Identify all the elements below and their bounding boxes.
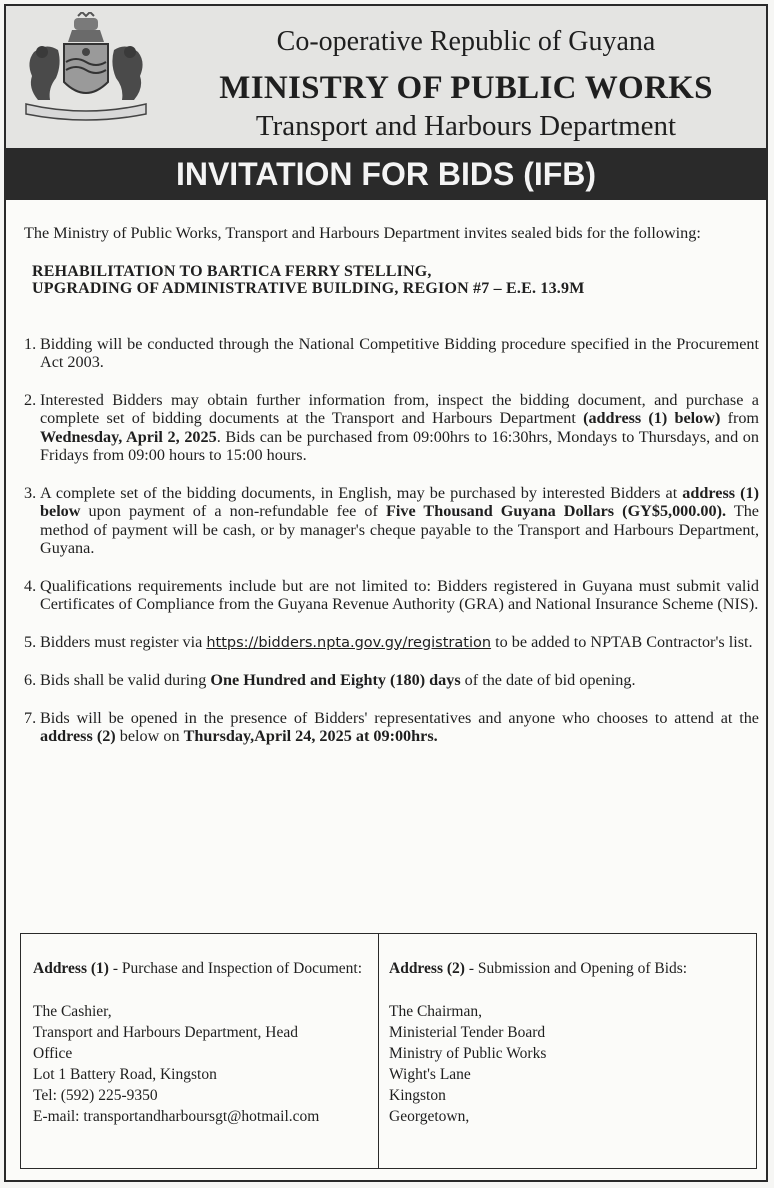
address-line: The Chairman, — [389, 1003, 482, 1020]
item-text: Bids shall be valid during — [40, 671, 207, 689]
item-text: The method of payment will be cash, or by manager's cheque payable to the Transport and Harbours Department, Guyana. — [40, 502, 759, 557]
item-text: Interested Bidders may obtain further information from, inspect the bidding document, and purchase a complete set of bidding documents at the Transport and Harbours Department — [40, 390, 759, 427]
address-line: Office — [33, 1045, 73, 1062]
item-text: below on — [119, 727, 180, 745]
item-text: Qualifications requirements include but are not limited to: Bidders registered in Guyana must submit valid Certificates of Compliance from the Guyana Revenue Authority (GRA) and National Insurance Scheme (NIS). — [40, 576, 759, 613]
department-name: Transport and Harbours Department — [255, 110, 677, 142]
ministry-name: MINISTRY OF PUBLIC WORKS — [219, 70, 713, 106]
item-text: to be added to NPTAB Contractor's list. — [495, 632, 753, 651]
item-text: from — [727, 409, 760, 427]
address-2 — [389, 958, 749, 1127]
list-item — [24, 671, 759, 690]
item-number: 3. — [24, 483, 37, 502]
validity-period: One Hundred and Eighty (180) days — [210, 671, 461, 689]
address-line: Kingston — [389, 1087, 446, 1104]
email-address: E-mail: transportandharboursgt@hotmail.com — [33, 1108, 320, 1125]
project-title-line: UPGRADING OF ADMINISTRATIVE BUILDING, REGION #7 – E.E. 13.9M — [32, 279, 585, 297]
address-table — [20, 933, 757, 1169]
address-line: Transport and Harbours Department, Head — [33, 1024, 299, 1041]
column-divider — [378, 934, 379, 1168]
address-line: The Cashier, — [33, 1003, 112, 1020]
address-line: Wight's Lane — [389, 1066, 471, 1083]
bid-opening-date: Thursday,April 24, 2025 at 09:00hrs. — [183, 727, 438, 745]
address-reference: address (1) below — [40, 483, 759, 520]
list-item — [24, 391, 759, 465]
ifb-body — [24, 224, 759, 765]
country-name: Co-operative Republic of Guyana — [276, 26, 656, 57]
address-2-description: - Submission and Opening of Bids: — [468, 960, 688, 977]
item-text: upon payment of a non-refundable fee of — [88, 502, 378, 520]
address-2-lines — [389, 1001, 749, 1127]
registration-link[interactable]: https://bidders.npta.gov.gy/registration — [206, 634, 492, 651]
bid-fee: Five Thousand Guyana Dollars (GY$5,000.00). — [385, 502, 727, 520]
address-1-heading — [33, 958, 373, 979]
ifb-clauses — [24, 335, 759, 746]
address-2-label: Address (2) — [389, 960, 465, 977]
address-line: Ministry of Public Works — [389, 1045, 547, 1062]
project-title-line: REHABILITATION TO BARTICA FERRY STELLING, — [32, 262, 432, 280]
item-number: 4. — [24, 576, 37, 595]
item-number: 1. — [24, 334, 37, 353]
phone-number: Tel: (592) 225-9350 — [33, 1087, 158, 1104]
address-1-lines — [33, 1001, 373, 1127]
list-item — [24, 335, 759, 372]
page-title: INVITATION FOR BIDS (IFB) — [6, 148, 766, 200]
list-item — [24, 577, 759, 614]
item-text: of the date of bid opening. — [464, 671, 636, 689]
address-line: Ministerial Tender Board — [389, 1024, 546, 1041]
purchase-start-date: Wednesday, April 2, 2025 — [40, 427, 217, 446]
address-1-description: - Purchase and Inspection of Document: — [112, 960, 363, 977]
project-title — [32, 263, 759, 297]
item-text: Bidders must register via — [40, 632, 203, 651]
list-item — [24, 633, 759, 653]
address-line: Georgetown, — [389, 1108, 470, 1125]
item-text: Bidding will be conducted through the National Competitive Bidding procedure specified in the Procurement Act 2003. — [40, 334, 759, 371]
item-number: 5. — [24, 632, 37, 651]
ifb-advertisement — [4, 4, 768, 1182]
address-2-heading — [389, 958, 749, 979]
item-number: 7. — [24, 708, 37, 727]
address-reference: address (2) — [40, 727, 116, 745]
coat-of-arms-icon — [20, 12, 152, 124]
item-text: A complete set of the bidding documents, in English, may be purchased by interested Bidders at — [40, 483, 678, 502]
list-item — [24, 709, 759, 746]
item-number: 6. — [24, 671, 37, 689]
item-text: Bids will be opened in the presence of Bidders' representatives and anyone who chooses to attend at the — [40, 708, 759, 727]
address-line: Lot 1 Battery Road, Kingston — [33, 1066, 217, 1083]
header — [6, 6, 766, 148]
address-1-label: Address (1) — [33, 960, 109, 977]
item-text: . Bids can be purchased from 09:00hrs to 16:30hrs, Mondays to Thursdays, and on Fridays from 09:00 hours to 15:00 hours. — [40, 427, 759, 464]
address-reference: (address (1) below) — [583, 409, 721, 427]
address-1 — [33, 958, 373, 1127]
list-item — [24, 484, 759, 558]
intro-text: The Ministry of Public Works, Transport and Harbours Department invites sealed bids for the following: — [24, 224, 701, 242]
item-number: 2. — [24, 390, 37, 409]
